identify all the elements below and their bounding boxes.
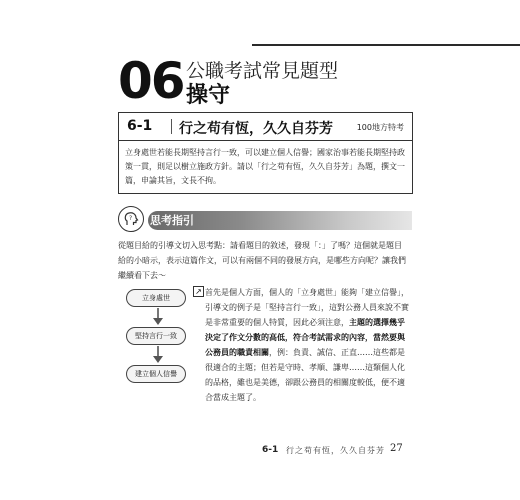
footer-section-number: 6-1	[262, 445, 279, 455]
chapter-title-top: 公職考試常見題型	[186, 60, 339, 82]
arrow-turn-icon: ↗	[193, 286, 204, 297]
footer-title: 行之苟有恆，久久自芬芳	[286, 446, 385, 455]
svg-text:?: ?	[129, 215, 133, 222]
question-title: 行之苟有恆，久久自芬芳	[179, 121, 333, 137]
analysis-part-1: 首先是個人方面，個人的「立身處世」能夠「建立信譽」，引導文的例子是「堅持言行一致」，這對公務人員來說不實是非常重要的個人特質，因此必須注意，	[205, 288, 409, 327]
thinking-head-icon	[118, 206, 144, 232]
question-box	[118, 112, 413, 194]
flow-step-3: 建立個人信譽	[126, 365, 186, 383]
chapter-number: 06	[118, 52, 184, 110]
question-header	[119, 113, 412, 141]
analysis-text	[205, 285, 410, 405]
analysis-part-2: ，例：負責、誠信、正直……這些都是很適合的主題；但若是守時、孝順、謙卑……這類個人化的品格，雖也是美德，卻跟公務員的相關度較低，便不適合當成主題了。	[205, 348, 405, 402]
thinking-intro-text: 從題目給的引導文切入思考點：請看題目的敘述，發現「：」了嗎？這個就是題目給的小暗示，表示這篇作文，可以有兩個不同的發展方向，是哪些方向呢？讓我們繼續看下去～	[118, 241, 406, 280]
question-section-number: 6-1	[127, 118, 153, 134]
top-rule	[252, 44, 520, 46]
chapter-title-main: 操守	[186, 83, 231, 108]
flow-step-1: 立身處世	[126, 289, 186, 307]
question-separator	[171, 119, 172, 134]
page-number: 27	[390, 443, 403, 454]
question-body: 立身處世若能長期堅持言行一致，可以建立個人信譽；國家治事若能長期堅持政策一貫，則足以樹立施政方針。請以「行之苟有恆，久久自芬芳」為題，撰文一篇，申論其旨，文長不拘。	[125, 148, 405, 185]
analysis-emphasis: 主題的選擇幾乎決定了作文分數的高低，符合考試需求的內容，當然要與公務員的職責相關	[205, 318, 405, 357]
down-arrow-icon	[153, 356, 163, 363]
thinking-guide-label: 思考指引	[150, 214, 194, 227]
flow-step-2: 堅持言行一致	[126, 327, 186, 345]
question-source: 100地方特考	[356, 123, 404, 132]
down-arrow-icon	[153, 318, 163, 325]
